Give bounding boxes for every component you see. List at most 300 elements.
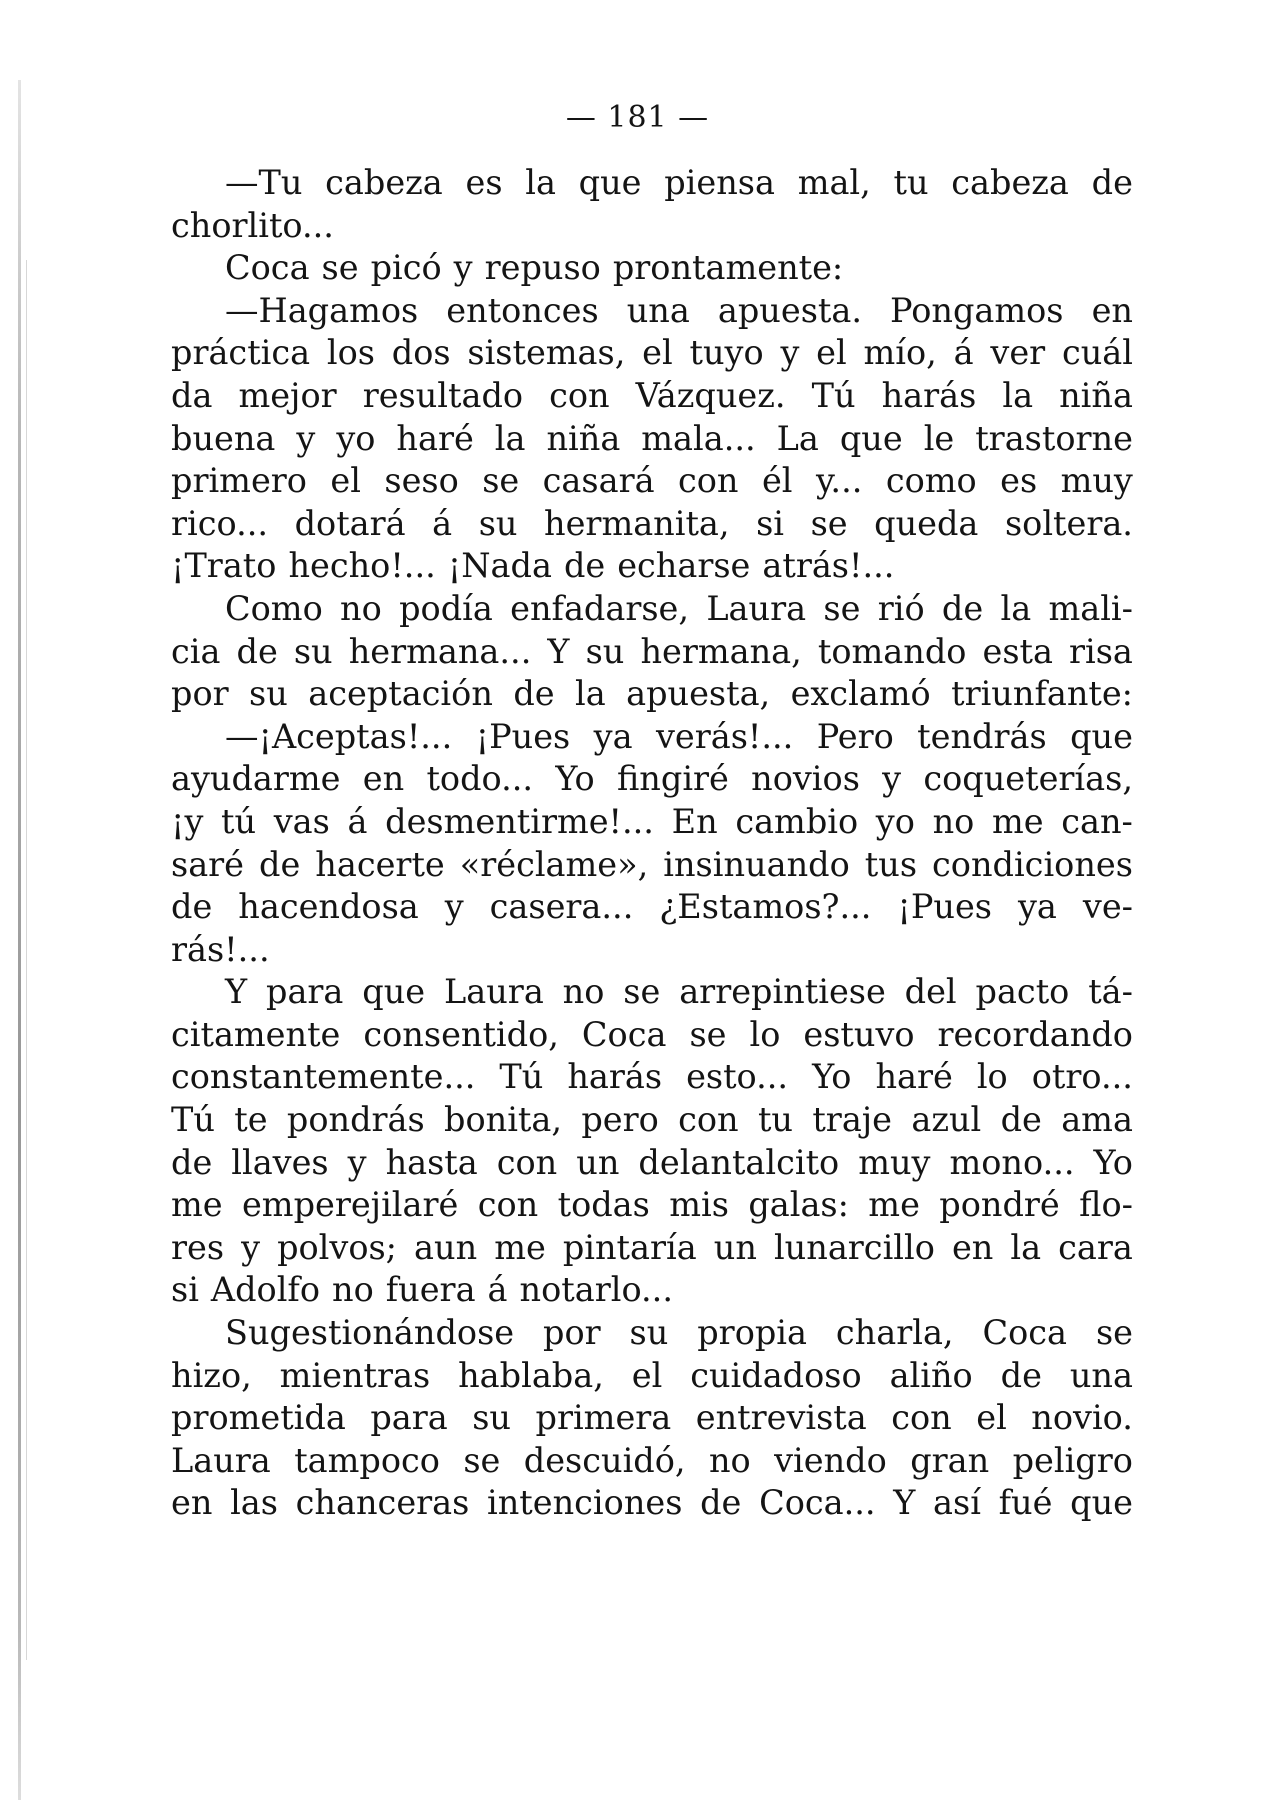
word: vas [273, 801, 330, 841]
text-line [171, 503, 1133, 546]
word: emperejilaré [241, 1185, 459, 1225]
word: ya [1018, 887, 1057, 927]
word: á [347, 801, 368, 841]
word: muy [858, 1142, 931, 1182]
text-line [171, 1056, 1133, 1099]
text-line [171, 1482, 1133, 1525]
text-line [171, 332, 1133, 375]
text-line [171, 1269, 1133, 1312]
text-line [171, 460, 1133, 503]
word: harás [881, 375, 977, 415]
word: recordando [937, 1014, 1133, 1054]
text-line [171, 758, 1133, 801]
word: el [631, 1355, 663, 1395]
word: prontamente: [612, 248, 844, 288]
word: hermanita, [544, 503, 730, 543]
word: fingiré [616, 759, 729, 799]
word: ¡Trato [171, 546, 277, 586]
word: novios [751, 759, 860, 799]
word: casera... [489, 887, 634, 927]
word: cuál [1061, 333, 1133, 373]
text-line [171, 1014, 1133, 1057]
word: rás!... [171, 929, 270, 969]
word: risa [1069, 631, 1133, 671]
word: Tú [171, 1100, 215, 1140]
word: con [678, 1100, 739, 1140]
word: y [347, 1142, 367, 1182]
word: constantemente... [171, 1057, 476, 1097]
word: niña [1059, 375, 1133, 415]
word: se [482, 461, 520, 501]
text-line [171, 1099, 1133, 1142]
word: á [487, 1270, 508, 1310]
text-line [171, 1312, 1133, 1355]
word: Sugestionándose [225, 1313, 515, 1353]
word: me [494, 1227, 546, 1267]
word: de [171, 887, 213, 927]
word: con [496, 1142, 558, 1182]
word: Pongamos [890, 290, 1064, 330]
word: de [1000, 1100, 1042, 1140]
word: sistemas, [467, 333, 626, 373]
word: hizo, [171, 1355, 252, 1395]
body-text [171, 162, 1133, 1525]
word: niña [546, 418, 621, 458]
word: haré [396, 418, 474, 458]
text-line [171, 1440, 1133, 1483]
word: can- [1061, 801, 1133, 841]
word: tampoco [294, 1440, 440, 1480]
text-line [171, 801, 1133, 844]
word: pero [581, 1100, 659, 1140]
word: su [249, 674, 288, 714]
word: un [576, 1142, 620, 1182]
word: no [708, 1440, 751, 1480]
text-line [171, 886, 1133, 929]
word: azul [911, 1100, 982, 1140]
word: apuesta, [626, 674, 771, 714]
word: si [756, 503, 785, 543]
word: lo [749, 1014, 781, 1054]
word: no [932, 801, 975, 841]
word: mío, [863, 333, 937, 373]
word: yo [336, 418, 376, 458]
word: piensa [664, 163, 775, 202]
word: su [478, 503, 518, 543]
word: y... [815, 461, 863, 501]
word: no [562, 972, 605, 1012]
word: esto... [686, 1057, 789, 1097]
word: la [494, 418, 526, 458]
word: primera [535, 1398, 672, 1438]
text-line [171, 375, 1133, 418]
word: se [823, 588, 861, 628]
word: Coca... [759, 1483, 876, 1523]
text-line [171, 716, 1133, 759]
word: la [575, 674, 606, 714]
word: harás [567, 1057, 663, 1097]
word: echarse [617, 546, 751, 586]
word: para [266, 972, 344, 1012]
word: con [891, 1398, 952, 1438]
word: Coca [581, 1014, 667, 1054]
word: flo- [1079, 1185, 1133, 1225]
word: mal, [797, 163, 871, 202]
word: con [549, 375, 610, 415]
word: de [700, 1483, 742, 1523]
word: pintaría [562, 1227, 697, 1267]
word: y [241, 1227, 261, 1267]
text-line [171, 1397, 1133, 1440]
word: Adolfo [210, 1270, 320, 1310]
word: Laura [444, 972, 544, 1012]
text-line [171, 545, 1133, 588]
word: Laura [171, 1440, 271, 1480]
word: cabeza [325, 163, 443, 202]
word: la [1002, 375, 1034, 415]
word: Y [893, 1483, 916, 1523]
word: su [629, 1313, 669, 1353]
word: me [991, 801, 1044, 841]
word: chorlito... [171, 205, 334, 245]
word: la [525, 163, 556, 202]
word: se [689, 1014, 727, 1054]
word: que [578, 163, 642, 202]
word: «réclame», [459, 844, 649, 884]
word: seso [384, 461, 459, 501]
word: primero [171, 461, 307, 501]
word: no [332, 1270, 374, 1310]
word: de [1000, 1355, 1042, 1395]
word: todo... [426, 759, 534, 799]
page-binding-line [26, 260, 27, 1660]
word: insinuando [663, 844, 850, 884]
word: se [463, 1440, 501, 1480]
word: triunfante: [951, 674, 1133, 714]
word: ¡Pues [897, 887, 993, 927]
word: el [330, 461, 361, 501]
page-binding-shadow [18, 80, 21, 1800]
word: su [293, 631, 333, 671]
word: llaves [231, 1142, 329, 1182]
word: Pero [816, 716, 894, 756]
word: por [543, 1313, 601, 1353]
word: mono... [949, 1142, 1075, 1182]
word: que [839, 418, 903, 458]
text-line [171, 1184, 1133, 1227]
word: pondré [939, 1185, 1060, 1225]
word: de [259, 844, 301, 884]
word: hablaba, [458, 1355, 604, 1395]
word: y [882, 759, 902, 799]
word: entrevista [695, 1398, 867, 1438]
word: propia [697, 1313, 807, 1353]
word: peligro [1012, 1440, 1133, 1480]
word: aceptación [308, 674, 493, 714]
word: por [171, 674, 229, 714]
word: exclamó [790, 674, 931, 714]
word: podía [399, 588, 493, 628]
word: desmentirme!... [385, 801, 654, 841]
word: —¡Aceptas!... [225, 716, 453, 756]
word: pacto [975, 972, 1070, 1012]
word: cara [1058, 1227, 1133, 1267]
word: arrepintiese [679, 972, 886, 1012]
word: que [1070, 1483, 1133, 1523]
word: cabeza [951, 163, 1069, 202]
word: En [671, 801, 718, 841]
word: La [776, 418, 819, 458]
word: novio. [1031, 1398, 1133, 1438]
word: picó [370, 248, 442, 288]
word: —Tu [225, 163, 303, 202]
word: hermana... [348, 631, 532, 671]
word: Yo [555, 759, 595, 799]
word: ¡y [171, 801, 204, 841]
word: citamente [171, 1014, 341, 1054]
word: galas: [748, 1185, 849, 1225]
word: de [236, 631, 278, 671]
word: se [623, 972, 661, 1012]
text-line [171, 247, 1133, 290]
word: á [953, 333, 974, 373]
word: ¡Pues [475, 716, 571, 756]
word: esta [982, 631, 1053, 671]
word: fué [998, 1483, 1053, 1523]
word: una [626, 290, 690, 330]
word: las [230, 1483, 278, 1523]
text-line [171, 673, 1133, 716]
word: cambio [735, 801, 859, 841]
word: ve- [1082, 887, 1133, 927]
word: de [513, 674, 555, 714]
word: descuidó, [523, 1440, 686, 1480]
word: para [370, 1398, 448, 1438]
word: entonces [446, 290, 599, 330]
text-line [171, 205, 1133, 248]
word: tendrás [917, 716, 1047, 756]
word: hermana, [640, 631, 802, 671]
word: ayudarme [171, 759, 341, 799]
word: la [1000, 588, 1032, 628]
word: tá- [1088, 972, 1133, 1012]
word: atrás!... [762, 546, 895, 586]
word: la [1010, 1227, 1042, 1267]
word: Coca [225, 248, 310, 288]
word: ¿Estamos?... [659, 887, 872, 927]
word: resultado [362, 375, 524, 415]
word: condiciones [932, 844, 1133, 884]
text-line [171, 588, 1133, 631]
word: hacendosa [238, 887, 419, 927]
word: te [234, 1100, 268, 1140]
word: todas [557, 1185, 650, 1225]
word: de [563, 546, 606, 586]
word: casará [542, 461, 655, 501]
text-line [171, 162, 1133, 205]
page-number: — 181 — [565, 100, 710, 135]
word: mala... [641, 418, 756, 458]
word: cuidadoso [690, 1355, 862, 1395]
word: y [296, 418, 316, 458]
text-line [171, 631, 1133, 674]
word: se [1095, 1313, 1133, 1353]
word: polvos; [277, 1227, 397, 1267]
word: ya [593, 716, 633, 756]
word: hacerte [315, 844, 445, 884]
word: su [472, 1398, 511, 1438]
word: Yo [812, 1057, 852, 1097]
word: ama [1061, 1100, 1133, 1140]
word: mis [669, 1185, 729, 1225]
word: Y [225, 972, 248, 1012]
word: en [362, 759, 405, 799]
word: mejor [238, 375, 337, 415]
word: el [976, 1398, 1007, 1438]
word: tus [864, 844, 918, 884]
word: —Hagamos [225, 290, 419, 330]
word: que [1070, 716, 1133, 756]
word: queda [874, 503, 979, 543]
word: y [453, 248, 473, 288]
word: no [340, 588, 382, 628]
word: traje [812, 1100, 893, 1140]
word: aliño [889, 1355, 973, 1395]
word: hasta [385, 1142, 478, 1182]
word: de [941, 588, 984, 628]
word: del [904, 972, 957, 1012]
text-line [171, 1355, 1133, 1398]
word: él [761, 461, 793, 501]
word: con [477, 1185, 539, 1225]
word: hecho!... [288, 546, 436, 586]
word: prometida [171, 1398, 346, 1438]
word: un [713, 1227, 757, 1267]
word: bonita, [444, 1100, 563, 1140]
word: se [810, 503, 848, 543]
word: saré [171, 844, 245, 884]
text-line [171, 1142, 1133, 1185]
word: Vázquez. [635, 375, 786, 415]
word: chanceras [295, 1483, 470, 1523]
word: haré [875, 1057, 953, 1097]
word: á [432, 503, 453, 543]
word: consentido, [363, 1014, 559, 1054]
word: dotará [294, 503, 406, 543]
word: Yo [1093, 1142, 1133, 1182]
word: cia [171, 631, 221, 671]
word: mientras [279, 1355, 431, 1395]
text-line [171, 971, 1133, 1014]
word: con [678, 461, 739, 501]
word: es [465, 163, 503, 202]
word: mali- [1048, 588, 1133, 628]
word: tu [893, 163, 929, 202]
word: lunarcillo [773, 1227, 935, 1267]
word: y [444, 887, 464, 927]
word: me [868, 1185, 920, 1225]
word: delantalcito [638, 1142, 840, 1182]
word: el [642, 333, 673, 373]
word: ver [990, 333, 1046, 373]
word: da [171, 375, 213, 415]
word: dos [391, 333, 451, 373]
word: fuera [385, 1270, 476, 1310]
word: estuvo [803, 1014, 915, 1054]
word: como [885, 461, 977, 501]
word: otro... [1031, 1057, 1133, 1097]
text-line [171, 418, 1133, 461]
word: ¡Nada [447, 546, 552, 586]
word: tu [757, 1100, 794, 1140]
text-line [171, 290, 1133, 333]
word: que [362, 972, 426, 1012]
word: lo [976, 1057, 1008, 1097]
word: tomando [817, 631, 967, 671]
word: en [171, 1483, 213, 1523]
word: en [951, 1227, 994, 1267]
word: charla, [835, 1313, 954, 1353]
word: notarlo... [519, 1270, 673, 1310]
word: rico... [171, 503, 269, 543]
word: buena [171, 418, 276, 458]
text-line [171, 844, 1133, 887]
word: es [1000, 461, 1038, 501]
word: pondrás [286, 1100, 425, 1140]
word: una [1069, 1355, 1133, 1395]
word: y [780, 333, 800, 373]
word: los [326, 333, 375, 373]
word: de [171, 1142, 213, 1182]
word: Laura [706, 588, 807, 628]
word: de [1091, 163, 1133, 202]
word: repuso [484, 248, 601, 288]
word: Y [547, 631, 570, 671]
word: yo [875, 801, 915, 841]
word: soltera. [1004, 503, 1133, 543]
word: intenciones [487, 1483, 683, 1523]
text-line [171, 1227, 1133, 1270]
word: práctica [171, 333, 311, 373]
word: verás!... [655, 716, 794, 756]
word: enfadarse, [510, 588, 690, 628]
word: el [816, 333, 847, 373]
word: así [933, 1483, 981, 1523]
word: le [923, 418, 955, 458]
word: Tú [811, 375, 856, 415]
word: se [321, 248, 359, 288]
text-line [171, 929, 1133, 972]
word: si [171, 1270, 199, 1310]
word: res [171, 1227, 225, 1267]
word: gran [910, 1440, 990, 1480]
word: viendo [774, 1440, 887, 1480]
word: tuyo [689, 333, 764, 373]
word: apuesta. [717, 290, 862, 330]
word: Coca [982, 1313, 1068, 1353]
word: trastorne [975, 418, 1133, 458]
word: me [171, 1185, 223, 1225]
word: en [1091, 290, 1133, 330]
word: Como [225, 588, 323, 628]
word: rió [877, 588, 925, 628]
word: aun [414, 1227, 478, 1267]
word: su [585, 631, 625, 671]
word: tú [221, 801, 257, 841]
word: Tú [499, 1057, 544, 1097]
word: coqueterías, [923, 759, 1133, 799]
word: muy [1060, 461, 1133, 501]
